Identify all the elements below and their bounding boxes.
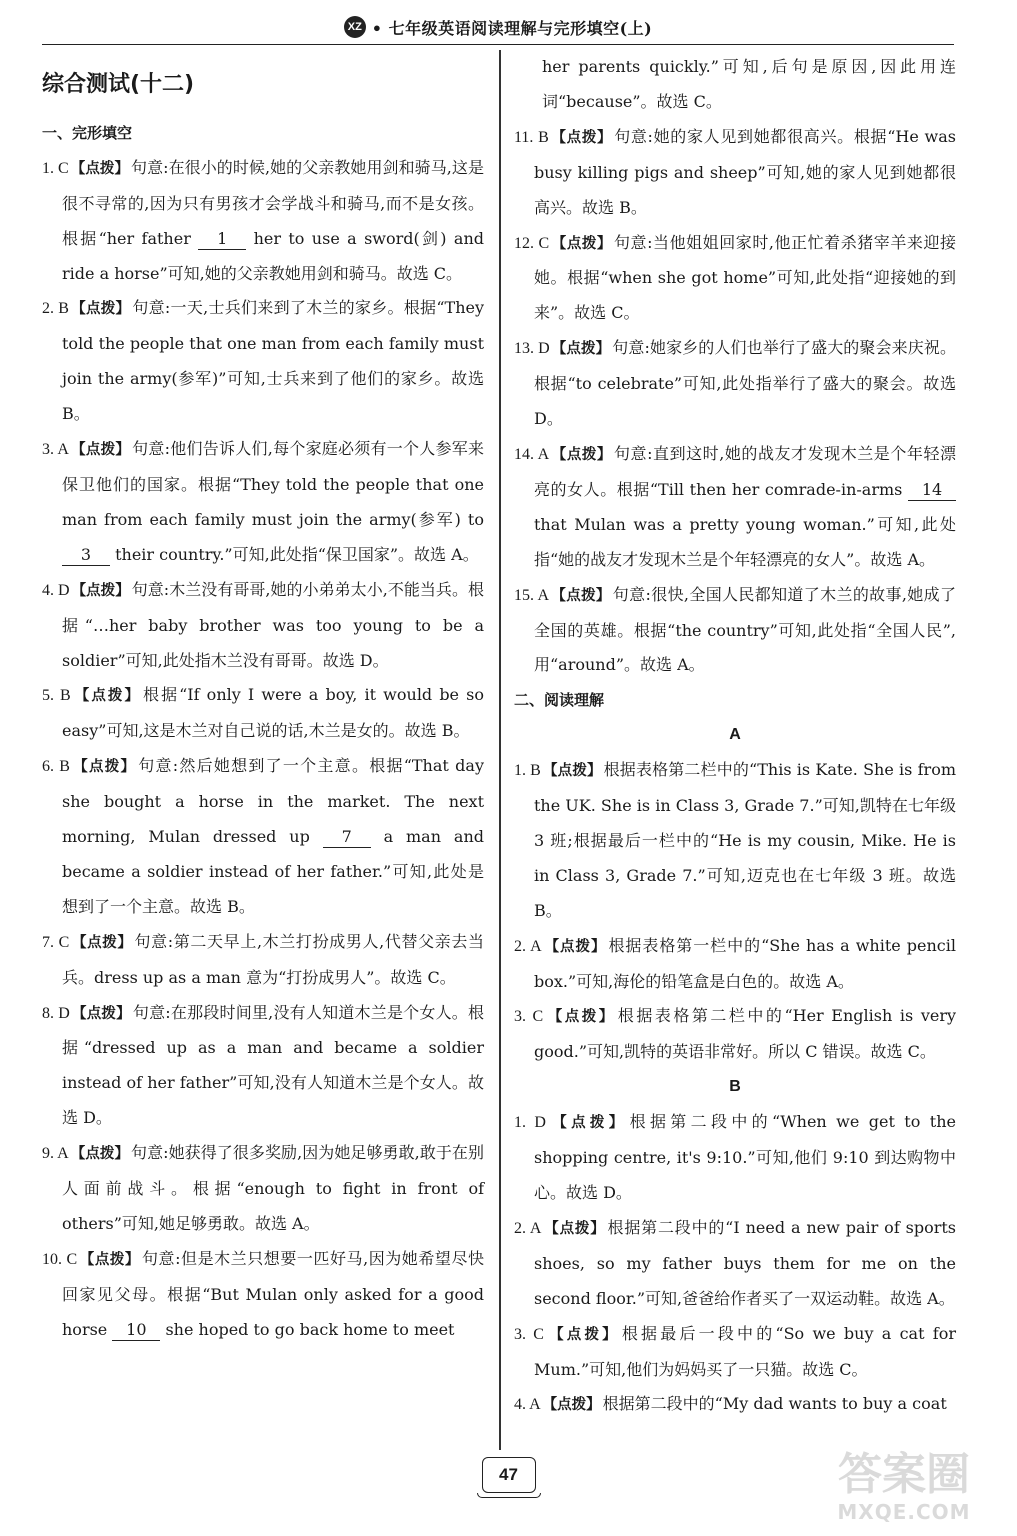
answer-number: 2. A <box>514 1219 542 1237</box>
watermark-sub: MXQE.COM <box>837 1500 971 1524</box>
answer-number: 6. B <box>42 758 70 776</box>
hint-tag: 【点拨】 <box>71 582 130 599</box>
answer-number: 3. C <box>514 1008 544 1026</box>
hint-tag: 【点拨】 <box>71 759 137 776</box>
cloze-answers-right <box>514 120 956 684</box>
hint-tag: 【点拨】 <box>545 1326 620 1343</box>
left-column <box>42 50 484 1348</box>
hint-tag: 【点拨】 <box>72 688 142 705</box>
explanation-text: 句意:一天,士兵们来到了木兰的家乡。根据“They told the people that one man from each family must join the army(参军)”可知,士兵来到了他们的家乡。故选 B。 <box>62 298 485 424</box>
blank-number: 3 <box>62 545 110 566</box>
hint-tag: 【点拨】 <box>71 934 133 951</box>
explanation-text: 根据第二段中的“I need a new pair of sports shoes, so my father buys them for me on the second floor.”可知,爸爸给作者买了一双运动鞋。故选 A。 <box>534 1217 957 1308</box>
explanation-text: 句意:在很小的时候,她的父亲教她用剑和骑马,这是很不寻常的,因为只有男孩才会学战斗和骑马,而不是女孩。根据“her father <box>62 157 484 248</box>
hint-tag: 【点拨】 <box>550 129 613 146</box>
hint-tag: 【点拨】 <box>543 938 607 955</box>
answer-number: 1. D <box>514 1114 546 1132</box>
right-column <box>514 50 956 1423</box>
answer-number: 14. A <box>514 445 550 463</box>
answer-item <box>514 929 956 1000</box>
answer-number: 2. B <box>42 300 69 318</box>
answer-item <box>42 678 484 749</box>
explanation-text-continued: her to use a sword(剑) and ride a horse”可知,她的父亲教她用剑和骑马。故选 C。 <box>62 228 484 283</box>
explanation-text: 根据表格第二栏中的“This is Kate. She is from the UK. She is in Class 3, Grade 7.”可知,凯特在七年级 3 班;根据最后一栏中的“He is my cousin, Mike. He is in Class 3, Grade 7.”可知,迈克也在七年级 3 班。故选 B。 <box>534 760 957 920</box>
publisher-logo-icon: XZ <box>344 16 366 38</box>
answer-number: 5. B <box>42 687 71 705</box>
answer-item <box>514 753 956 929</box>
hint-tag: 【点拨】 <box>542 763 602 780</box>
hint-tag: 【点拨】 <box>70 160 130 177</box>
blank-number: 1 <box>198 229 246 250</box>
explanation-text: 根据第二段中的“When we get to the shopping centre, it's 9:10.”可知,他们 9:10 到达购物中心。故选 D。 <box>534 1112 957 1202</box>
section-a-heading: A <box>729 726 741 744</box>
page-number: 47 <box>482 1457 536 1493</box>
blank-number: 10 <box>112 1320 160 1341</box>
answer-item <box>514 437 956 578</box>
answer-number: 15. A <box>514 586 550 604</box>
column-divider <box>499 50 501 1450</box>
explanation-text-continued: a man and became a soldier instead of her father.”可知,此处是想到了一个主意。故选 B。 <box>62 827 484 916</box>
explanation-text: 句意:她获得了很多奖励,因为她足够勇敢,敢于在别人面前战斗。根据“enough to fight in front of others”可知,她足够勇敢。故选 A。 <box>62 1143 484 1233</box>
explanation-text: 句意:然后她想到了一个主意。根据“That day she bought a horse in the market. The next morning, Mulan dressed up <box>62 756 484 847</box>
answer-item <box>42 573 484 679</box>
explanation-text: 句意:他们告诉人们,每个家庭必须有一个人参军来保卫他们的国家。根据“They told the people that one man from each family must join the army(参军) to <box>62 439 485 529</box>
hint-tag: 【点拨】 <box>543 1220 606 1237</box>
continuation-text: her parents quickly.”可知,后句是原因,因此用连词“because”。故选 C。 <box>542 57 956 111</box>
answer-number: 1. B <box>514 762 541 780</box>
answer-number: 3. C <box>514 1325 544 1343</box>
answer-number: 9. A <box>42 1145 69 1163</box>
hint-tag: 【点拨】 <box>70 1146 130 1163</box>
explanation-text: 句意:在那段时间里,没有人知道木兰是个女人。根据“dressed up as a man and became a soldier instead of her father”可知,没有人知道木兰是个女人。故选 D。 <box>62 1002 485 1128</box>
explanation-text: 根据表格第二栏中的“Her English is very good.”可知,凯特的英语非常好。所以 C 错误。故选 C。 <box>534 1006 957 1062</box>
part1-title: 一、完形填空 <box>42 123 133 142</box>
blank-number: 14 <box>908 480 956 501</box>
answer-item <box>514 331 956 437</box>
answer-item <box>514 1387 956 1423</box>
explanation-text: 根据第二段中的“My dad wants to buy a coat <box>602 1394 947 1414</box>
answer-item <box>514 1317 956 1388</box>
explanation-text: 句意:木兰没有哥哥,她的小弟弟太小,不能当兵。根据“…her baby brother was too young to be a soldier”可知,此处指木兰没有哥哥。故选 D。 <box>62 579 484 670</box>
cloze-answers-left <box>42 151 484 1348</box>
answer-item <box>42 749 484 925</box>
answer-number: 1. C <box>42 159 69 177</box>
book-title: • 七年级英语阅读理解与完形填空(上) <box>371 18 653 38</box>
explanation-text: 句意:她家乡的人们也举行了盛大的聚会来庆祝。根据“to celebrate”可知,此处指举行了盛大的聚会。故选 D。 <box>534 338 956 429</box>
explanation-text-continued: their country.”可知,此处指“保卫国家”。故选 A。 <box>110 544 479 564</box>
answer-item <box>514 999 956 1070</box>
watermark-logo <box>809 1450 999 1530</box>
explanation-text: 句意:很快,全国人民都知道了木兰的故事,她成了全国的英雄。根据“the country”可知,此处指“全国人民”,用“around”。故选 A。 <box>534 584 957 675</box>
explanation-text-continued: she hoped to go back home to meet <box>160 1319 455 1339</box>
hint-tag: 【点拨】 <box>545 1009 616 1026</box>
answer-number: 4. D <box>42 581 70 599</box>
answer-item <box>514 226 956 332</box>
hint-tag: 【点拨】 <box>551 446 612 463</box>
hint-tag: 【点拨】 <box>551 341 611 358</box>
explanation-text: 句意:但是木兰只想要一匹好马,因为她希望尽快回家见父母。根据“But Mulan only asked for a good horse <box>62 1248 485 1339</box>
part2-title: 二、阅读理解 <box>514 691 605 710</box>
answer-number: 11. B <box>514 128 549 146</box>
explanation-text: 句意:直到这时,她的战友才发现木兰是个年轻漂亮的女人。根据“Till then her comrade-in-arms <box>534 443 957 499</box>
answer-item <box>42 996 484 1137</box>
answer-number: 12. C <box>514 234 550 252</box>
explanation-text: 句意:她的家人见到她都很高兴。根据“He was busy killing pigs and sheep”可知,她的家人见到她都很高兴。故选 B。 <box>534 126 957 217</box>
answer-number: 7. C <box>42 933 70 951</box>
hint-tag: 【点拨】 <box>70 301 131 318</box>
section-b-heading: B <box>729 1078 741 1096</box>
answer-item <box>514 578 956 684</box>
answer-item <box>42 151 484 292</box>
explanation-text: 根据表格第一栏中的“She has a white pencil box.”可知,海伦的铅笔盒是白色的。故选 A。 <box>534 935 957 991</box>
answer-number: 3. A <box>42 441 69 459</box>
answer-item <box>514 1105 956 1211</box>
watermark-main: 答案圈 <box>838 1449 970 1500</box>
answer-number: 8. D <box>42 1004 70 1022</box>
hint-tag: 【点拨】 <box>70 442 131 459</box>
answer-number: 4. A <box>514 1396 541 1414</box>
explanation-text: 根据“If only I were a boy, it would be so easy”可知,这是木兰对自己说的话,木兰是女的。故选 B。 <box>62 685 485 741</box>
explanation-text: 句意:第二天早上,木兰打扮成男人,代替父亲去当兵。dress up as a man 意为“打扮成男人”。故选 C。 <box>62 931 484 987</box>
reading-a-answers <box>514 753 956 1070</box>
explanation-text-continued: that Mulan was a pretty young woman.”可知,此处指“她的战友才发现木兰是个年轻漂亮的女人”。故选 A。 <box>534 514 956 569</box>
answer-item <box>514 120 956 226</box>
answer-item <box>42 1136 484 1242</box>
answer-item <box>514 1211 956 1317</box>
hint-tag: 【点拨】 <box>551 235 612 252</box>
hint-tag: 【点拨】 <box>71 1005 131 1022</box>
answer-number: 13. D <box>514 340 550 358</box>
answer-item <box>42 925 484 996</box>
hint-tag: 【点拨】 <box>551 587 611 604</box>
page-header <box>42 10 954 45</box>
answer-item <box>42 1242 484 1348</box>
explanation-text: 句意:当他姐姐回家时,他正忙着杀猪宰羊来迎接她。根据“when she got home”可知,此处指“迎接她的到来”。故选 C。 <box>534 232 957 323</box>
answer-item <box>42 291 484 432</box>
explanation-text: 根据最后一段中的“So we buy a cat for Mum.”可知,他们为妈妈买了一只猫。故选 C。 <box>534 1323 957 1379</box>
hint-tag: 【点拨】 <box>547 1115 628 1132</box>
answer-number: 10. C <box>42 1250 78 1268</box>
section-title: 综合测试(十二) <box>42 72 195 97</box>
answer-item <box>42 432 484 573</box>
answer-number: 2. A <box>514 937 542 955</box>
reading-b-answers <box>514 1105 956 1423</box>
hint-tag: 【点拨】 <box>79 1251 140 1268</box>
hint-tag: 【点拨】 <box>542 1397 601 1414</box>
blank-number: 7 <box>323 827 371 848</box>
